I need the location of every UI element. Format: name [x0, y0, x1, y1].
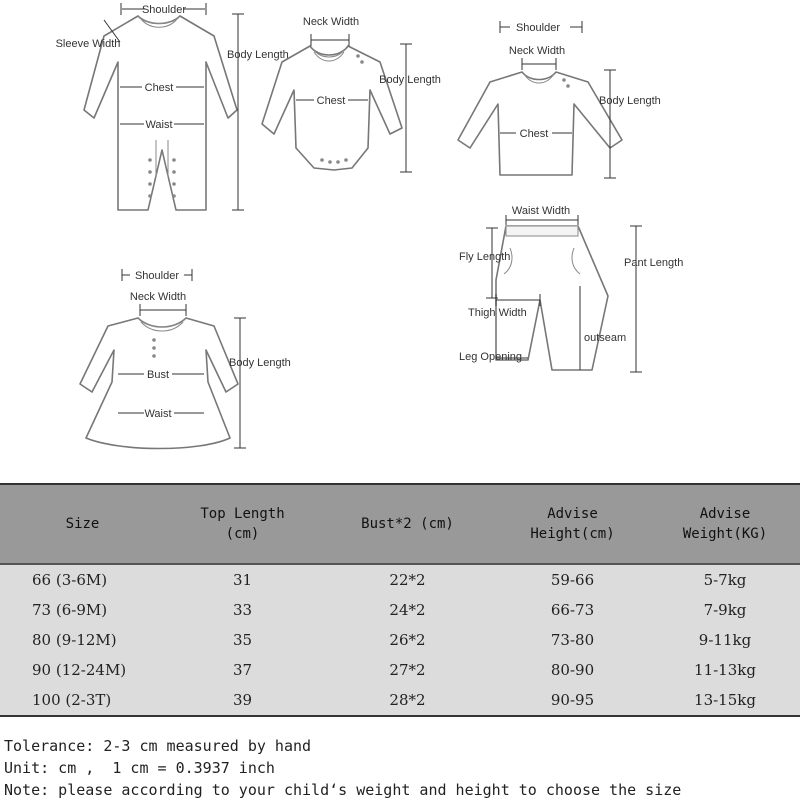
cell-bust: 27*2	[320, 655, 495, 685]
cell-height: 66-73	[495, 595, 650, 625]
table-row	[0, 564, 800, 595]
pants-diagram	[459, 205, 683, 372]
pants-fly-length-label: Fly Length	[459, 251, 511, 263]
cell-top-length: 37	[165, 655, 320, 685]
romper-sleeve-width-text: Sleeve Width	[55, 38, 121, 50]
header-weight-line1: Advise	[699, 506, 751, 522]
unit-note: Unit: cm , 1 cm = 0.3937 inch	[4, 759, 275, 777]
cell-top-length: 39	[165, 685, 320, 716]
bodysuit-body-length-label	[379, 74, 441, 86]
size-chart-table	[0, 483, 800, 717]
cell-bust: 28*2	[320, 685, 495, 716]
cell-weight: 13-15kg	[650, 685, 800, 716]
romper-body-length-label: Body Length	[227, 49, 289, 61]
top-shoulder-label: Shoulder	[515, 22, 561, 34]
cell-weight: 9-11kg	[650, 625, 800, 655]
cell-top-length: 35	[165, 625, 320, 655]
table-row	[0, 655, 800, 685]
table-row	[0, 625, 800, 655]
header-bust: Bust*2 (cm)	[320, 484, 495, 564]
bodysuit-diagram	[262, 16, 441, 172]
table-header-row	[0, 484, 800, 564]
top-chest-label: Chest	[519, 128, 549, 140]
pants-thigh-width-label: Thigh Width	[468, 307, 527, 319]
romper-sleeve-width-label	[56, 38, 121, 50]
top-neck-width-label: Neck Width	[508, 45, 566, 57]
cell-height: 80-90	[495, 655, 650, 685]
pants-pant-length-label: Pant Length	[624, 257, 684, 269]
header-height-line2: Height(cm)	[530, 526, 615, 542]
top-body-length-label: Body Length	[599, 95, 661, 107]
romper-diagram	[56, 3, 289, 210]
dress-waist-label: Waist	[144, 408, 172, 420]
cell-size: 90 (12-24M)	[0, 655, 165, 685]
cell-weight: 7-9kg	[650, 595, 800, 625]
cell-size: 73 (6-9M)	[0, 595, 165, 625]
cell-weight: 5-7kg	[650, 564, 800, 595]
cell-bust: 24*2	[320, 595, 495, 625]
bodysuit-chest-label: Chest	[316, 95, 346, 107]
table-row	[0, 685, 800, 716]
pants-waist-width-label: Waist Width	[511, 205, 571, 217]
romper-shoulder-label: Shoulder	[141, 4, 187, 16]
cell-size: 80 (9-12M)	[0, 625, 165, 655]
header-top-length-line2: (cm)	[225, 526, 260, 542]
romper-chest-label: Chest	[144, 82, 174, 94]
dress-neck-width-label: Neck Width	[129, 291, 187, 303]
pants-outseam-label: outseam	[584, 332, 627, 344]
header-weight-line2: Weight(KG)	[682, 526, 768, 542]
pants-leg-opening-label: Leg Opening	[459, 351, 522, 363]
header-advise-weight	[650, 484, 800, 564]
cell-height: 59-66	[495, 564, 650, 595]
top-diagram	[458, 21, 661, 178]
header-size: Size	[0, 484, 165, 564]
cell-weight: 11-13kg	[650, 655, 800, 685]
dress-bust-label: Bust	[146, 369, 170, 381]
header-top-length-line1: Top Length	[200, 506, 285, 522]
header-height-line1: Advise	[547, 506, 598, 522]
cell-height: 90-95	[495, 685, 650, 716]
bodysuit-neck-width-label: Neck Width	[302, 16, 360, 28]
cell-bust: 26*2	[320, 625, 495, 655]
table-row	[0, 595, 800, 625]
header-top-length	[165, 484, 320, 564]
cell-size: 66 (3-6M)	[0, 564, 165, 595]
dress-body-length-label: Body Length	[229, 357, 291, 369]
dress-diagram	[80, 269, 291, 449]
dress-shoulder-label: Shoulder	[134, 270, 180, 282]
romper-waist-label: Waist	[145, 119, 173, 131]
header-advise-height	[495, 484, 650, 564]
cell-size: 100 (2-3T)	[0, 685, 165, 716]
cell-top-length: 33	[165, 595, 320, 625]
tolerance-note: Tolerance: 2-3 cm measured by hand	[4, 737, 312, 755]
cell-top-length: 31	[165, 564, 320, 595]
bodysuit-body-length-text: Body Length	[379, 74, 441, 86]
cell-height: 73-80	[495, 625, 650, 655]
size-choice-note: Note: please according to your child‘s weight and height to choose the size	[4, 781, 682, 799]
cell-bust: 22*2	[320, 564, 495, 595]
